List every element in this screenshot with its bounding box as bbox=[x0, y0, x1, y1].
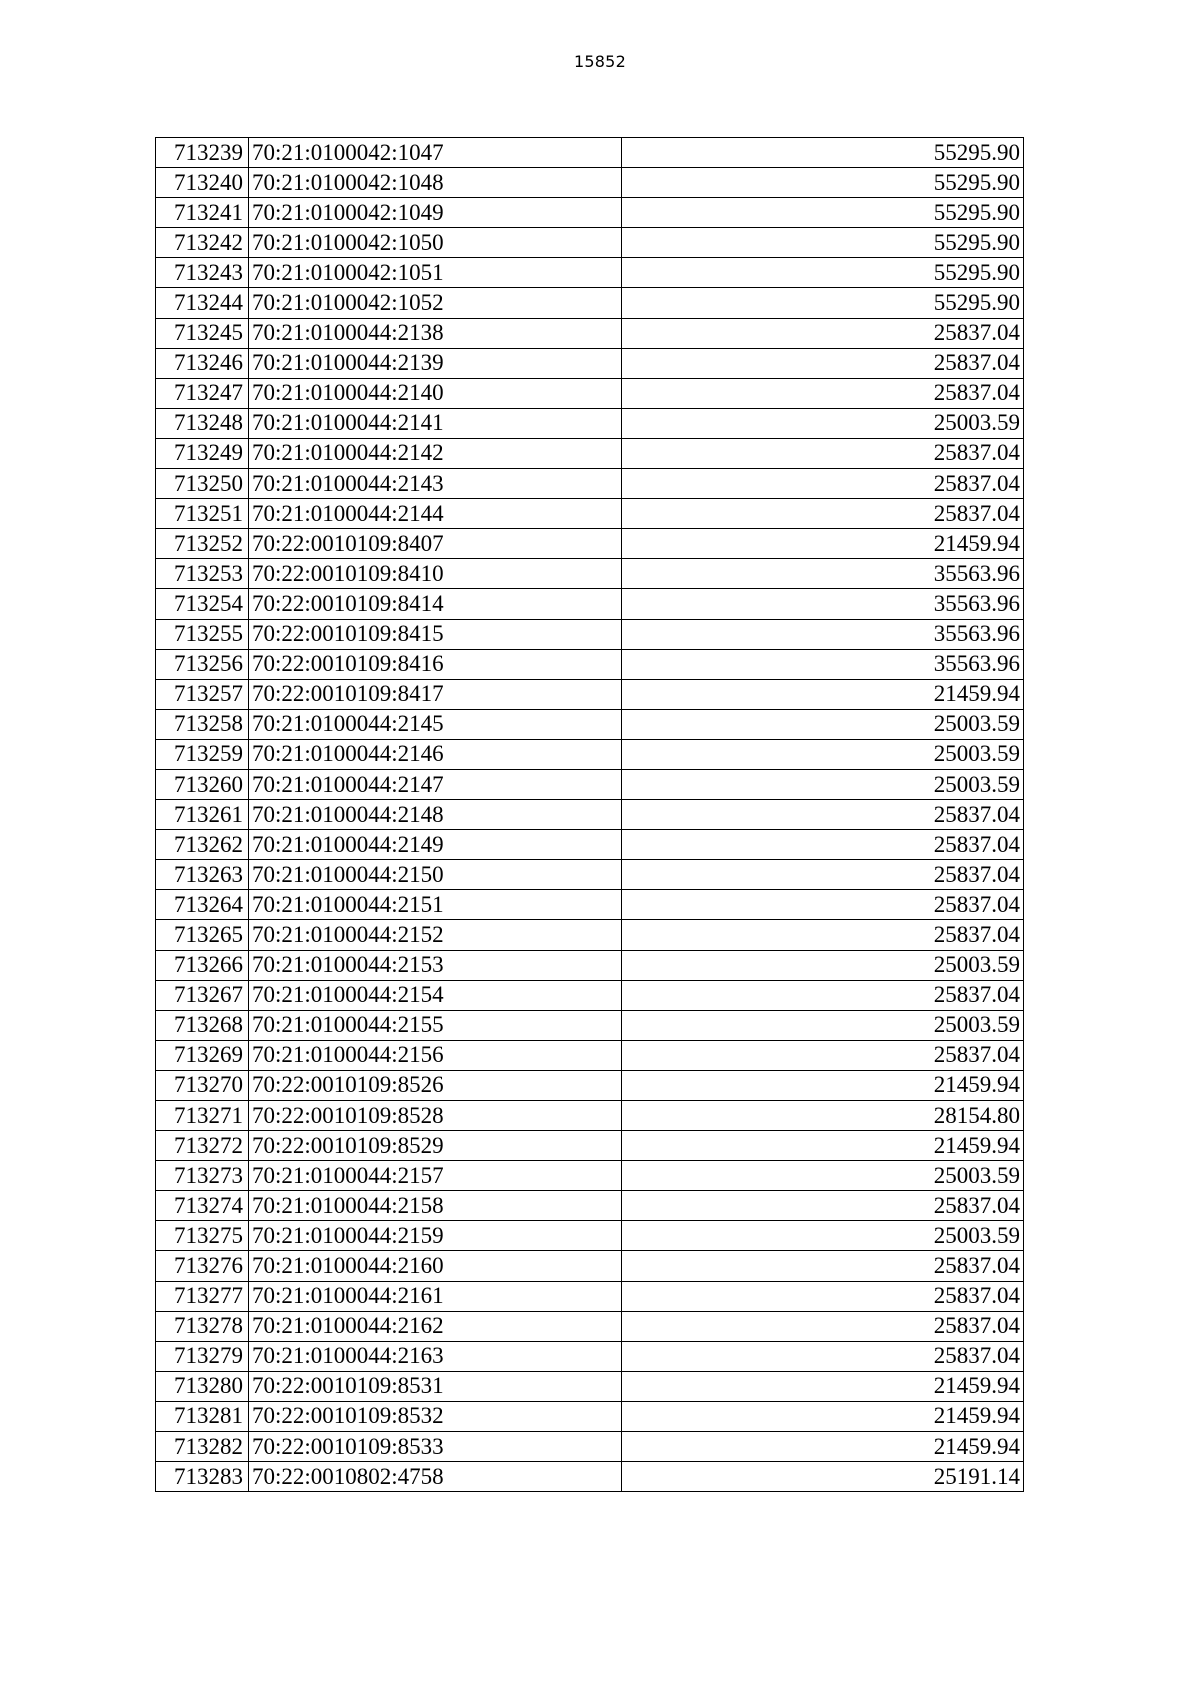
cadastral-value-cell: 55295.90 bbox=[622, 228, 1024, 258]
cadastral-number-cell: 70:21:0100044:2163 bbox=[249, 1341, 622, 1371]
table-row bbox=[156, 890, 1024, 920]
cadastral-value-cell: 55295.90 bbox=[622, 258, 1024, 288]
cadastral-value-cell: 25003.59 bbox=[622, 1010, 1024, 1040]
row-number-cell: 713274 bbox=[156, 1191, 249, 1221]
row-number-cell: 713283 bbox=[156, 1462, 249, 1492]
table-row bbox=[156, 920, 1024, 950]
table-row bbox=[156, 1070, 1024, 1100]
row-number-cell: 713255 bbox=[156, 619, 249, 649]
table-row bbox=[156, 589, 1024, 619]
row-number-cell: 713263 bbox=[156, 860, 249, 890]
row-number-cell: 713243 bbox=[156, 258, 249, 288]
row-number-cell: 713250 bbox=[156, 469, 249, 499]
cadastral-number-cell: 70:21:0100044:2143 bbox=[249, 469, 622, 499]
cadastral-number-cell: 70:21:0100044:2151 bbox=[249, 890, 622, 920]
table-row bbox=[156, 1131, 1024, 1161]
cadastral-number-cell: 70:22:0010109:8532 bbox=[249, 1401, 622, 1431]
cadastral-number-cell: 70:21:0100044:2153 bbox=[249, 950, 622, 980]
cadastral-value-cell: 25837.04 bbox=[622, 1341, 1024, 1371]
cadastral-value-cell: 25003.59 bbox=[622, 709, 1024, 739]
row-number-cell: 713280 bbox=[156, 1371, 249, 1401]
cadastral-number-cell: 70:21:0100044:2147 bbox=[249, 769, 622, 799]
row-number-cell: 713257 bbox=[156, 679, 249, 709]
cadastral-number-cell: 70:21:0100044:2162 bbox=[249, 1311, 622, 1341]
cadastral-value-cell: 25837.04 bbox=[622, 469, 1024, 499]
cadastral-number-cell: 70:22:0010109:8529 bbox=[249, 1131, 622, 1161]
row-number-cell: 713253 bbox=[156, 559, 249, 589]
cadastral-value-cell: 25837.04 bbox=[622, 318, 1024, 348]
row-number-cell: 713269 bbox=[156, 1040, 249, 1070]
row-number-cell: 713273 bbox=[156, 1161, 249, 1191]
table-row bbox=[156, 378, 1024, 408]
row-number-cell: 713256 bbox=[156, 649, 249, 679]
row-number-cell: 713258 bbox=[156, 709, 249, 739]
table-row bbox=[156, 288, 1024, 318]
row-number-cell: 713247 bbox=[156, 378, 249, 408]
cadastral-number-cell: 70:21:0100044:2157 bbox=[249, 1161, 622, 1191]
cadastral-value-cell: 25837.04 bbox=[622, 860, 1024, 890]
table-row bbox=[156, 198, 1024, 228]
table-row bbox=[156, 950, 1024, 980]
cadastral-value-cell: 25837.04 bbox=[622, 1251, 1024, 1281]
row-number-cell: 713277 bbox=[156, 1281, 249, 1311]
cadastral-number-cell: 70:21:0100044:2160 bbox=[249, 1251, 622, 1281]
row-number-cell: 713261 bbox=[156, 800, 249, 830]
cadastral-value-cell: 25837.04 bbox=[622, 920, 1024, 950]
row-number-cell: 713281 bbox=[156, 1401, 249, 1431]
cadastral-value-cell: 28154.80 bbox=[622, 1101, 1024, 1131]
table-row bbox=[156, 348, 1024, 378]
cadastral-number-cell: 70:22:0010109:8416 bbox=[249, 649, 622, 679]
table-row bbox=[156, 860, 1024, 890]
cadastral-number-cell: 70:21:0100044:2154 bbox=[249, 980, 622, 1010]
cadastral-number-cell: 70:22:0010109:8407 bbox=[249, 529, 622, 559]
table-row bbox=[156, 318, 1024, 348]
cadastral-value-cell: 35563.96 bbox=[622, 619, 1024, 649]
cadastral-number-cell: 70:22:0010109:8410 bbox=[249, 559, 622, 589]
table-row bbox=[156, 499, 1024, 529]
row-number-cell: 713252 bbox=[156, 529, 249, 559]
table-row bbox=[156, 228, 1024, 258]
cadastral-value-cell: 25837.04 bbox=[622, 980, 1024, 1010]
table-row bbox=[156, 438, 1024, 468]
table-row bbox=[156, 529, 1024, 559]
table-row bbox=[156, 769, 1024, 799]
cadastral-number-cell: 70:21:0100042:1049 bbox=[249, 198, 622, 228]
cadastral-number-cell: 70:22:0010109:8417 bbox=[249, 679, 622, 709]
row-number-cell: 713271 bbox=[156, 1101, 249, 1131]
cadastral-number-cell: 70:22:0010109:8533 bbox=[249, 1432, 622, 1462]
table-row bbox=[156, 1251, 1024, 1281]
table-row bbox=[156, 1010, 1024, 1040]
row-number-cell: 713265 bbox=[156, 920, 249, 950]
row-number-cell: 713276 bbox=[156, 1251, 249, 1281]
cadastral-number-cell: 70:21:0100044:2159 bbox=[249, 1221, 622, 1251]
cadastral-number-cell: 70:22:0010802:4758 bbox=[249, 1462, 622, 1492]
cadastral-value-cell: 25003.59 bbox=[622, 769, 1024, 799]
row-number-cell: 713275 bbox=[156, 1221, 249, 1251]
cadastral-number-cell: 70:21:0100044:2155 bbox=[249, 1010, 622, 1040]
cadastral-number-cell: 70:21:0100042:1047 bbox=[249, 138, 622, 168]
cadastral-value-cell: 25837.04 bbox=[622, 1040, 1024, 1070]
cadastral-number-cell: 70:21:0100044:2141 bbox=[249, 408, 622, 438]
table-row bbox=[156, 469, 1024, 499]
row-number-cell: 713249 bbox=[156, 438, 249, 468]
row-number-cell: 713241 bbox=[156, 198, 249, 228]
table-row bbox=[156, 1281, 1024, 1311]
cadastral-value-cell: 35563.96 bbox=[622, 589, 1024, 619]
cadastral-number-cell: 70:22:0010109:8414 bbox=[249, 589, 622, 619]
table-row bbox=[156, 1101, 1024, 1131]
row-number-cell: 713270 bbox=[156, 1070, 249, 1100]
cadastral-value-cell: 35563.96 bbox=[622, 559, 1024, 589]
row-number-cell: 713246 bbox=[156, 348, 249, 378]
table-row bbox=[156, 408, 1024, 438]
table-row bbox=[156, 709, 1024, 739]
cadastral-number-cell: 70:21:0100042:1052 bbox=[249, 288, 622, 318]
table-row bbox=[156, 138, 1024, 168]
cadastral-number-cell: 70:22:0010109:8531 bbox=[249, 1371, 622, 1401]
table-row bbox=[156, 168, 1024, 198]
cadastral-value-cell: 25837.04 bbox=[622, 830, 1024, 860]
cadastral-value-cell: 25003.59 bbox=[622, 1161, 1024, 1191]
row-number-cell: 713262 bbox=[156, 830, 249, 860]
row-number-cell: 713244 bbox=[156, 288, 249, 318]
cadastral-number-cell: 70:21:0100044:2158 bbox=[249, 1191, 622, 1221]
cadastral-value-cell: 25191.14 bbox=[622, 1462, 1024, 1492]
cadastral-value-cell: 25837.04 bbox=[622, 1191, 1024, 1221]
row-number-cell: 713259 bbox=[156, 739, 249, 769]
row-number-cell: 713267 bbox=[156, 980, 249, 1010]
table-row bbox=[156, 1462, 1024, 1492]
table-row bbox=[156, 619, 1024, 649]
cadastral-number-cell: 70:21:0100044:2150 bbox=[249, 860, 622, 890]
cadastral-number-cell: 70:22:0010109:8526 bbox=[249, 1070, 622, 1100]
table-row bbox=[156, 1432, 1024, 1462]
cadastral-value-cell: 21459.94 bbox=[622, 1432, 1024, 1462]
table-row bbox=[156, 1311, 1024, 1341]
cadastral-number-cell: 70:21:0100044:2140 bbox=[249, 378, 622, 408]
cadastral-value-cell: 25003.59 bbox=[622, 1221, 1024, 1251]
cadastral-number-cell: 70:21:0100044:2156 bbox=[249, 1040, 622, 1070]
row-number-cell: 713268 bbox=[156, 1010, 249, 1040]
cadastral-value-cell: 25837.04 bbox=[622, 348, 1024, 378]
table-row bbox=[156, 1191, 1024, 1221]
cadastral-value-cell: 55295.90 bbox=[622, 168, 1024, 198]
cadastral-value-cell: 25837.04 bbox=[622, 378, 1024, 408]
cadastral-value-cell: 21459.94 bbox=[622, 1070, 1024, 1100]
row-number-cell: 713282 bbox=[156, 1432, 249, 1462]
cadastral-number-cell: 70:21:0100042:1050 bbox=[249, 228, 622, 258]
table-row bbox=[156, 1401, 1024, 1431]
table-row bbox=[156, 258, 1024, 288]
row-number-cell: 713254 bbox=[156, 589, 249, 619]
row-number-cell: 713242 bbox=[156, 228, 249, 258]
cadastral-number-cell: 70:21:0100044:2149 bbox=[249, 830, 622, 860]
row-number-cell: 713279 bbox=[156, 1341, 249, 1371]
cadastral-number-cell: 70:21:0100044:2144 bbox=[249, 499, 622, 529]
table-row bbox=[156, 679, 1024, 709]
cadastral-value-cell: 21459.94 bbox=[622, 679, 1024, 709]
cadastral-value-cell: 25837.04 bbox=[622, 800, 1024, 830]
cadastral-value-cell: 25837.04 bbox=[622, 499, 1024, 529]
cadastral-number-cell: 70:21:0100044:2161 bbox=[249, 1281, 622, 1311]
cadastral-value-cell: 25837.04 bbox=[622, 438, 1024, 468]
row-number-cell: 713266 bbox=[156, 950, 249, 980]
row-number-cell: 713248 bbox=[156, 408, 249, 438]
cadastral-value-cell: 21459.94 bbox=[622, 1131, 1024, 1161]
table-row bbox=[156, 649, 1024, 679]
cadastral-number-cell: 70:21:0100044:2148 bbox=[249, 800, 622, 830]
table-row bbox=[156, 1371, 1024, 1401]
table-row bbox=[156, 559, 1024, 589]
table-row bbox=[156, 800, 1024, 830]
table-row bbox=[156, 739, 1024, 769]
table-row bbox=[156, 1161, 1024, 1191]
cadastral-value-cell: 55295.90 bbox=[622, 138, 1024, 168]
row-number-cell: 713239 bbox=[156, 138, 249, 168]
cadastral-number-cell: 70:21:0100042:1051 bbox=[249, 258, 622, 288]
table-row bbox=[156, 980, 1024, 1010]
cadastral-value-cell: 21459.94 bbox=[622, 1371, 1024, 1401]
table-row bbox=[156, 1040, 1024, 1070]
table-row bbox=[156, 1341, 1024, 1371]
cadastral-value-cell: 55295.90 bbox=[622, 288, 1024, 318]
cadastral-value-cell: 25837.04 bbox=[622, 890, 1024, 920]
row-number-cell: 713251 bbox=[156, 499, 249, 529]
table-body bbox=[156, 138, 1024, 1492]
cadastral-value-cell: 25837.04 bbox=[622, 1311, 1024, 1341]
cadastral-value-cell: 55295.90 bbox=[622, 198, 1024, 228]
cadastral-number-cell: 70:22:0010109:8528 bbox=[249, 1101, 622, 1131]
cadastral-value-cell: 35563.96 bbox=[622, 649, 1024, 679]
cadastral-number-cell: 70:21:0100044:2142 bbox=[249, 438, 622, 468]
row-number-cell: 713264 bbox=[156, 890, 249, 920]
cadastral-number-cell: 70:21:0100042:1048 bbox=[249, 168, 622, 198]
cadastral-value-cell: 25003.59 bbox=[622, 408, 1024, 438]
cadastral-number-cell: 70:21:0100044:2138 bbox=[249, 318, 622, 348]
row-number-cell: 713245 bbox=[156, 318, 249, 348]
table-row bbox=[156, 830, 1024, 860]
cadastral-value-cell: 25837.04 bbox=[622, 1281, 1024, 1311]
cadastral-number-cell: 70:21:0100044:2145 bbox=[249, 709, 622, 739]
cadastral-number-cell: 70:21:0100044:2139 bbox=[249, 348, 622, 378]
row-number-cell: 713272 bbox=[156, 1131, 249, 1161]
cadastral-number-cell: 70:22:0010109:8415 bbox=[249, 619, 622, 649]
row-number-cell: 713240 bbox=[156, 168, 249, 198]
cadastral-number-cell: 70:21:0100044:2146 bbox=[249, 739, 622, 769]
cadastral-value-cell: 21459.94 bbox=[622, 1401, 1024, 1431]
row-number-cell: 713278 bbox=[156, 1311, 249, 1341]
cadastral-value-table bbox=[155, 137, 1024, 1492]
cadastral-value-cell: 25003.59 bbox=[622, 950, 1024, 980]
cadastral-value-cell: 21459.94 bbox=[622, 529, 1024, 559]
row-number-cell: 713260 bbox=[156, 769, 249, 799]
table-row bbox=[156, 1221, 1024, 1251]
cadastral-value-cell: 25003.59 bbox=[622, 739, 1024, 769]
page-number: 15852 bbox=[574, 52, 626, 71]
cadastral-number-cell: 70:21:0100044:2152 bbox=[249, 920, 622, 950]
